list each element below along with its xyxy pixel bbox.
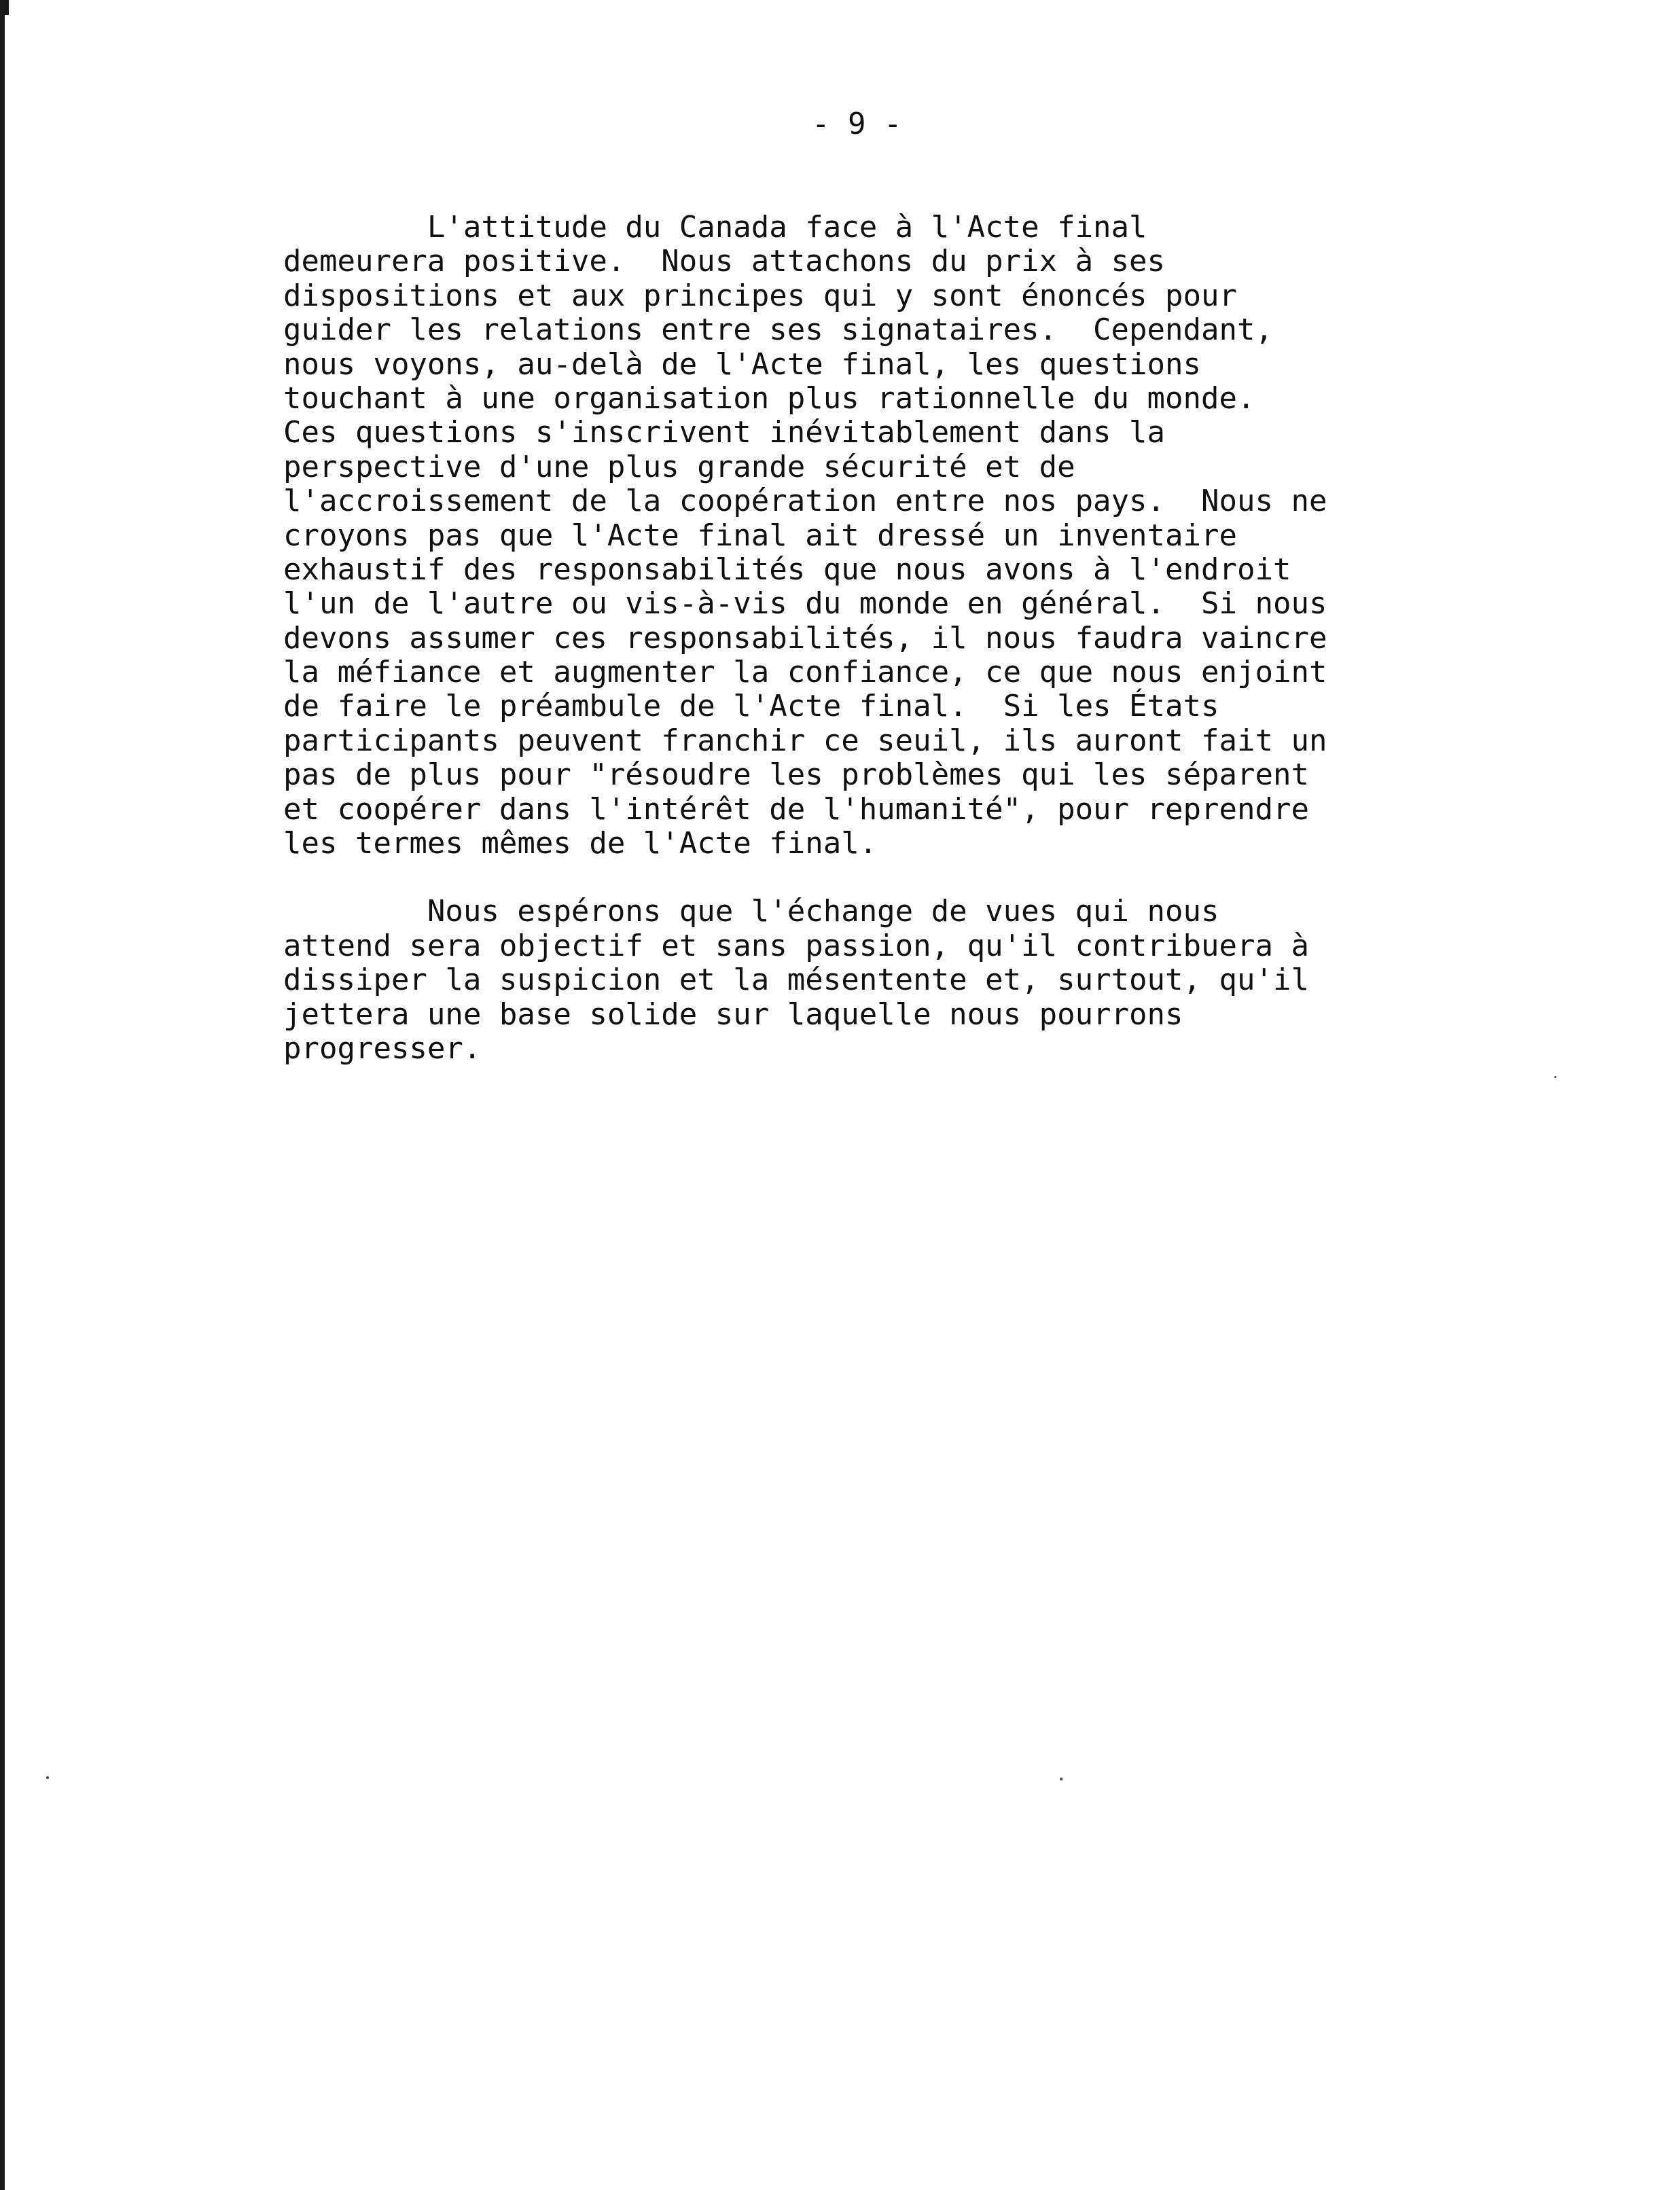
text-line: l'accroissement de la coopération entre nos pays. Nous ne xyxy=(283,484,1327,519)
text-line: Ces questions s'inscrivent inévitablement dans la xyxy=(283,415,1166,450)
text-line: et coopérer dans l'intérêt de l'humanité", pour reprendre xyxy=(283,791,1309,827)
document-body xyxy=(283,211,1479,1100)
scan-speck xyxy=(46,1776,49,1779)
text-line: nous voyons, au-delà de l'Acte final, les questions xyxy=(283,346,1202,382)
paragraph xyxy=(283,895,1479,1066)
page-number: - 9 - xyxy=(812,107,902,141)
scan-speck xyxy=(1554,1076,1556,1078)
text-line: pas de plus pour "résoudre les problèmes qui les séparent xyxy=(283,757,1309,793)
scan-left-border xyxy=(0,0,5,2190)
text-line: jettera une base solide sur laquelle nous pourrons xyxy=(283,997,1183,1032)
text-line: la méfiance et augmenter la confiance, ce que nous enjoint xyxy=(283,655,1327,690)
text-line: dissiper la suspicion et la mésentente et, surtout, qu'il xyxy=(283,963,1309,998)
text-line: L'attitude du Canada face à l'Acte final xyxy=(283,210,1147,245)
text-line: participants peuvent franchir ce seuil, ils auront fait un xyxy=(283,723,1327,758)
text-line: attend sera objectif et sans passion, qu'il contribuera à xyxy=(283,928,1309,963)
text-line: de faire le préambule de l'Acte final. Si les États xyxy=(283,689,1219,724)
text-line: guider les relations entre ses signataires. Cependant, xyxy=(283,312,1273,348)
text-line: touchant à une organisation plus rationnelle du monde. xyxy=(283,380,1255,416)
text-line: progresser. xyxy=(283,1030,482,1066)
scan-speck xyxy=(1060,1778,1062,1780)
text-line: croyons pas que l'Acte final ait dressé un inventaire xyxy=(283,518,1237,553)
scan-border-mark xyxy=(5,0,9,15)
text-line: exhaustif des responsabilités que nous avons à l'endroit xyxy=(283,552,1291,587)
text-line: dispositions et aux principes qui y sont énoncés pour xyxy=(283,278,1237,313)
text-line: perspective d'une plus grande sécurité et de xyxy=(283,449,1075,484)
text-line: devons assumer ces responsabilités, il nous faudra vaincre xyxy=(283,620,1327,656)
text-line: les termes mêmes de l'Acte final. xyxy=(283,826,878,861)
text-line: l'un de l'autre ou vis-à-vis du monde en général. Si nous xyxy=(283,586,1327,622)
paragraph xyxy=(283,211,1479,861)
text-line: Nous espérons que l'échange de vues qui nous xyxy=(283,894,1219,929)
text-line: demeurera positive. Nous attachons du prix à ses xyxy=(283,244,1166,279)
